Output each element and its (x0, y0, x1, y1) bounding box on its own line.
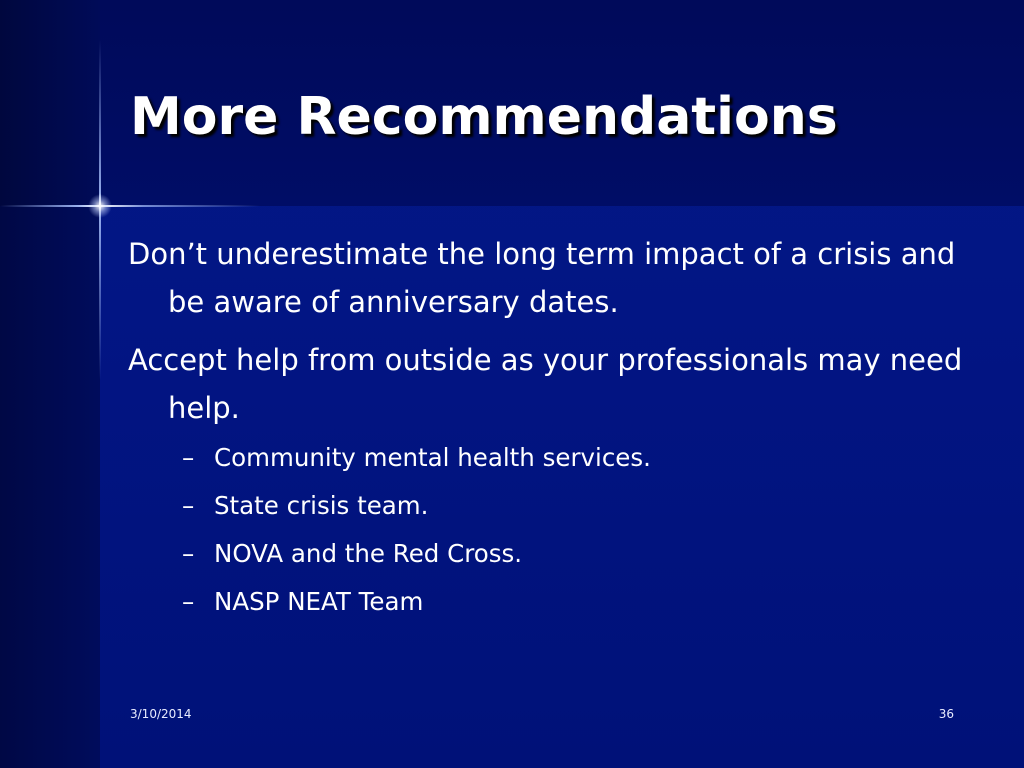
sub-bullet-list (128, 438, 988, 622)
slide-body (128, 230, 988, 630)
sparkle-star-icon (88, 194, 112, 218)
sub-bullet-text: NASP NEAT Team (214, 587, 424, 616)
footer-page-number: 36 (938, 707, 954, 721)
sub-bullet-item (128, 438, 988, 478)
sparkle-horizontal-line (0, 205, 260, 207)
sub-bullet-text: NOVA and the Red Cross. (214, 539, 523, 568)
sub-bullet-item (128, 486, 988, 526)
sub-bullet-item (128, 534, 988, 574)
footer-date: 3/10/2014 (130, 707, 192, 721)
sub-bullet-text: State crisis team. (214, 491, 429, 520)
bullet-item: Don’t underestimate the long term impact of a crisis and be aware of anniversary dates. (128, 237, 956, 319)
dash-marker: – (182, 539, 195, 568)
dash-marker: – (182, 491, 195, 520)
dash-marker: – (182, 443, 195, 472)
sub-bullet-text: Community mental health services. (214, 443, 651, 472)
bullet-item: Accept help from outside as your professionals may need help. (128, 343, 963, 425)
dash-marker: – (182, 587, 195, 616)
left-decorative-strip-lower (0, 206, 100, 768)
sub-bullet-item (128, 582, 988, 622)
slide-title: More Recommendations (130, 87, 838, 147)
